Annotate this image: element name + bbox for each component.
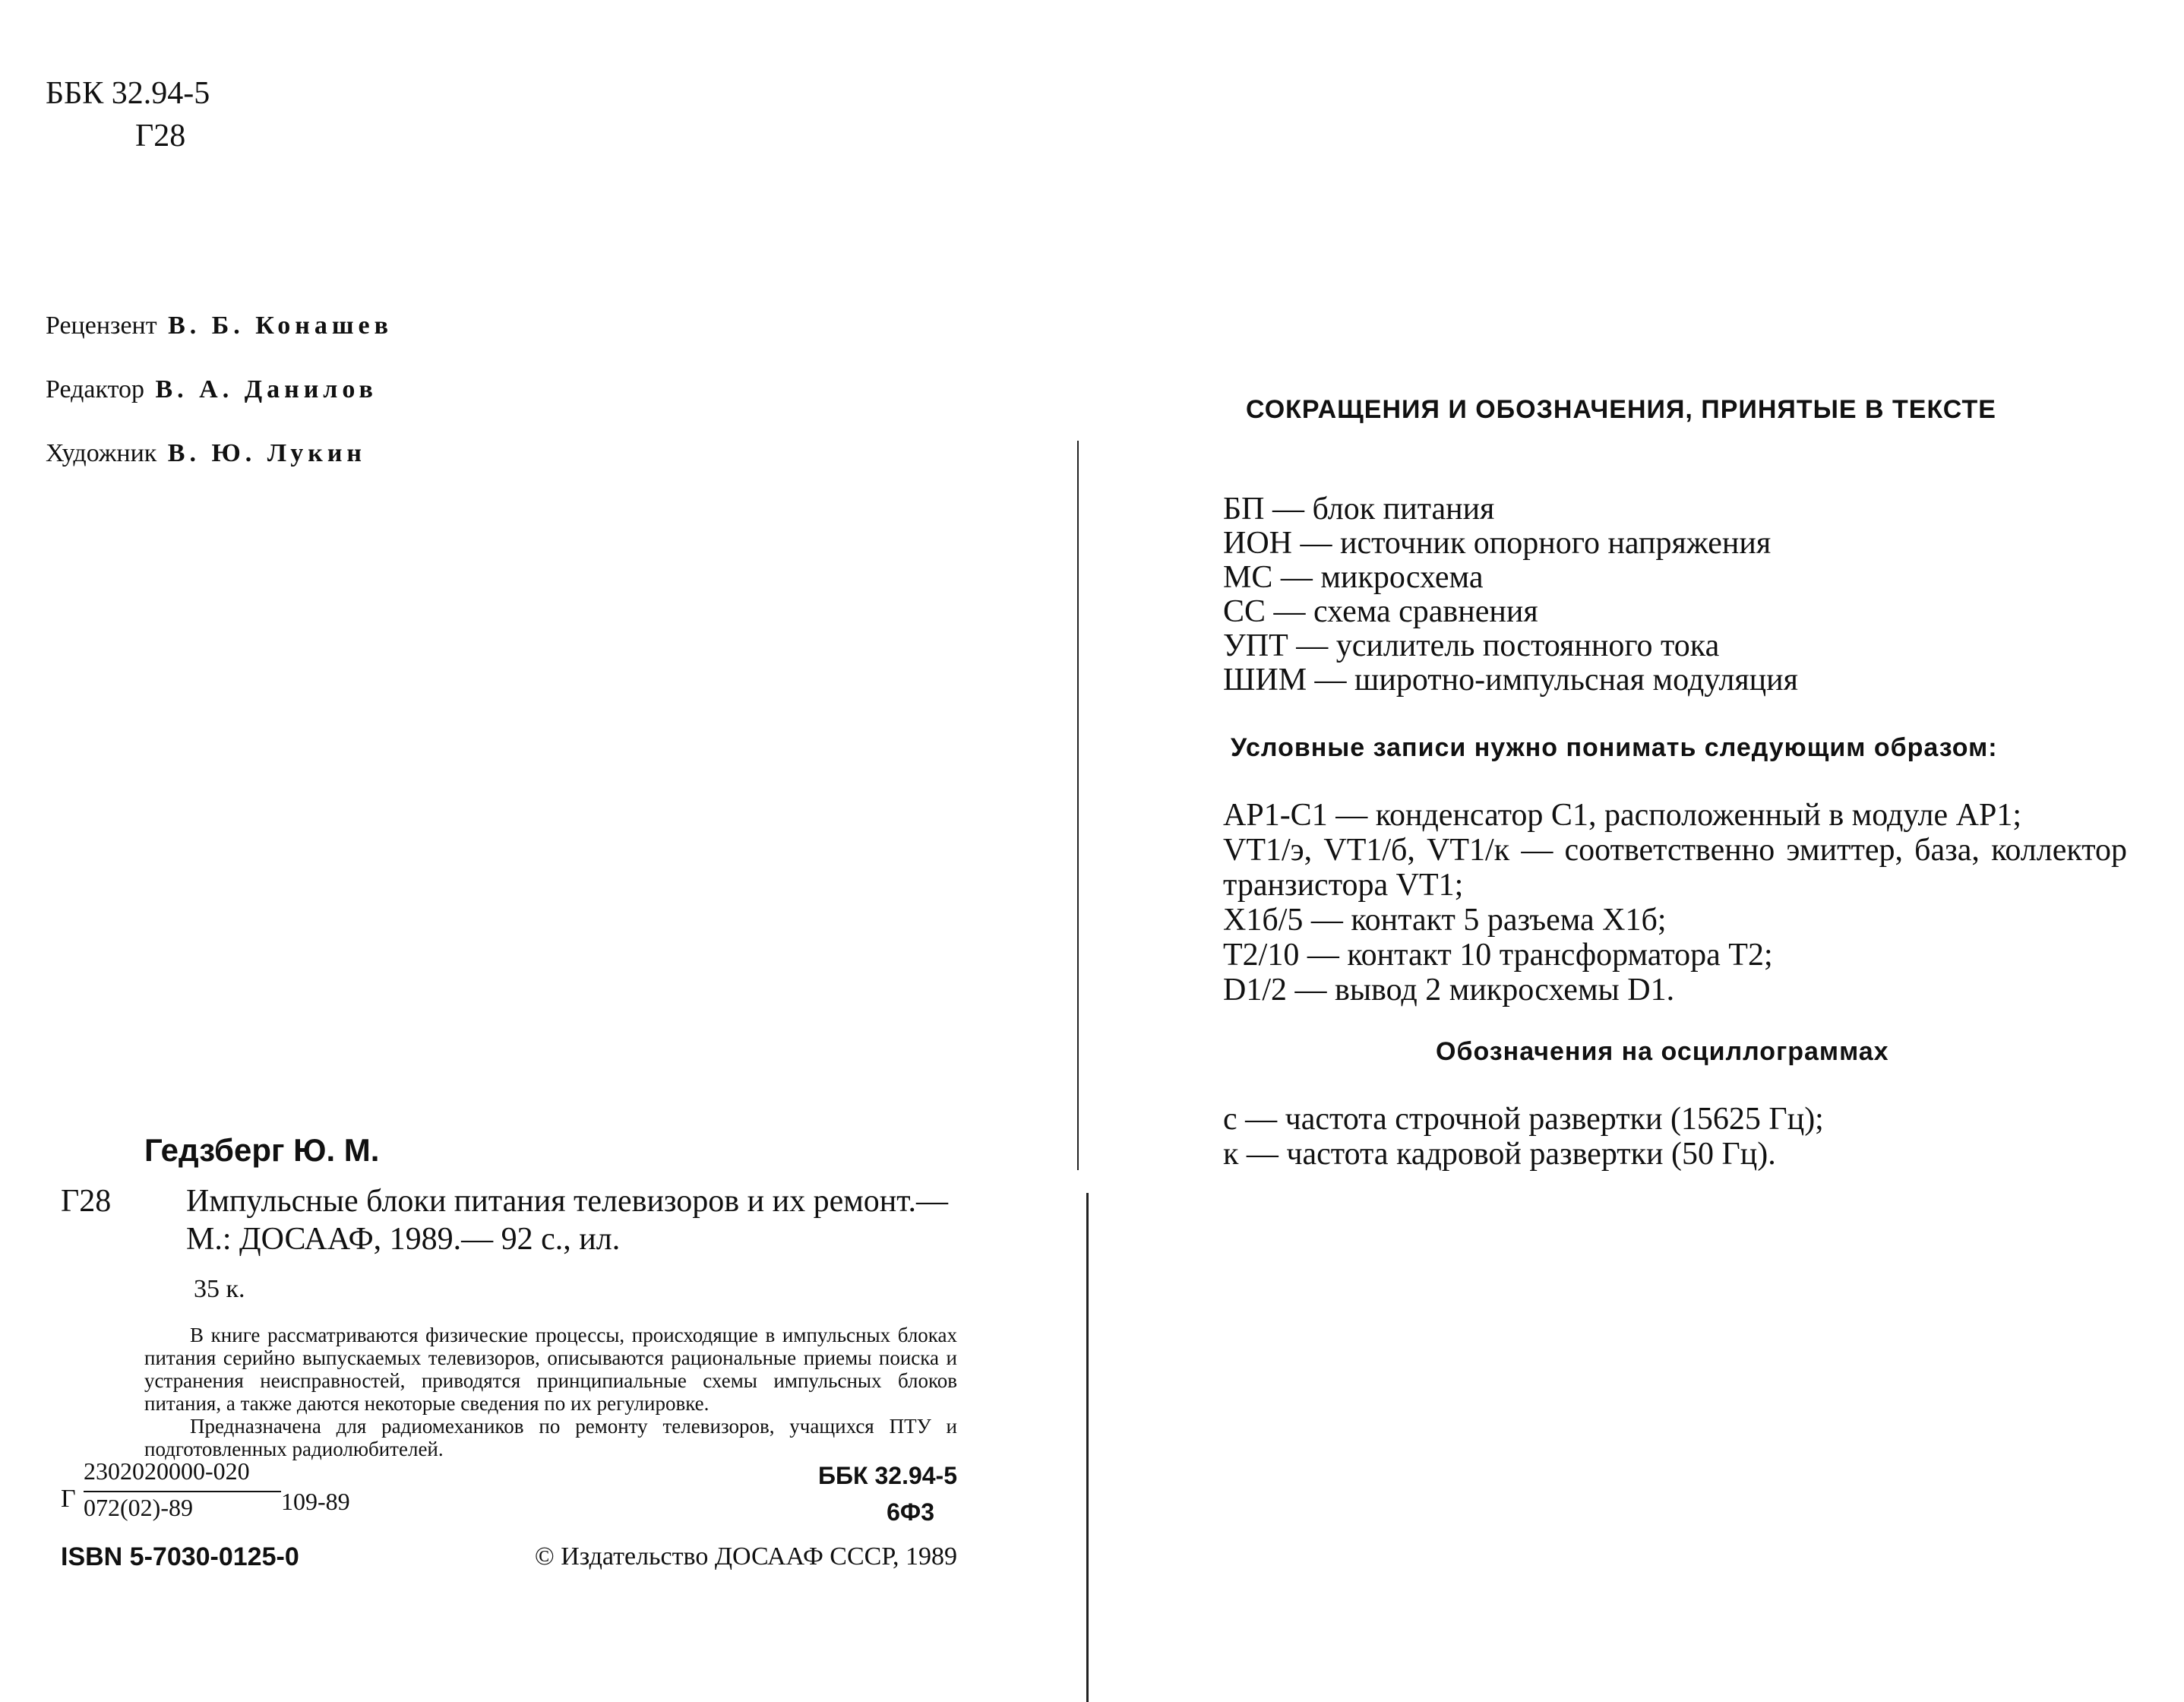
abbreviation-item: ШИМ — широтно-импульсная модуляция xyxy=(1223,663,1798,698)
credit-reviewer xyxy=(46,312,393,375)
credit-name: В. А. Данилов xyxy=(155,375,378,403)
price: 35 к. xyxy=(194,1275,245,1303)
credits xyxy=(46,312,393,503)
credit-role: Редактор xyxy=(46,375,144,403)
convention-item: Х1б/5 — контакт 5 разъема Х1б; xyxy=(1223,903,1667,938)
isbn: ISBN 5-7030-0125-0 xyxy=(61,1542,299,1571)
abbreviation-item: ИОН — источник опорного напряжения xyxy=(1223,526,1772,561)
abbreviations-list xyxy=(1223,492,1798,698)
abbreviation-item: УПТ — усилитель постоянного тока xyxy=(1223,628,1720,663)
abstract xyxy=(61,1324,957,1460)
conventions-list xyxy=(1223,798,2127,1008)
catalog-prefix: Г xyxy=(61,1485,76,1513)
convention-item: АР1-С1 — конденсатор С1, расположенный в модуле АР1; xyxy=(1223,798,2022,833)
right-page xyxy=(1079,0,2184,1702)
udc-index: 6Ф3 xyxy=(887,1498,934,1526)
credit-artist xyxy=(46,439,393,503)
abstract-paragraph: Предназначена для радиомехаников по ремонту телевизоров, учащихся ПТУ и подготовленных радиолюбителей. xyxy=(144,1415,957,1460)
bbk-code: ББК 32.94-5 xyxy=(818,1462,957,1489)
abbreviation-item: СС — схема сравнения xyxy=(1223,594,1538,629)
credit-role: Рецензент xyxy=(46,312,157,340)
book-title: Импульсные блоки питания телевизоров и их ремонт.— М.: ДОСААФ, 1989.— 92 с., ил. xyxy=(186,1184,948,1257)
bbk-code: ББК 32.94-5 xyxy=(46,76,210,111)
oscillogram-note: к — частота кадровой развертки (50 Гц). xyxy=(1223,1137,1776,1172)
abbreviation-item: БП — блок питания xyxy=(1223,492,1495,527)
left-page xyxy=(0,0,1064,1702)
bibliographic-record xyxy=(61,1132,957,1460)
fraction-bar xyxy=(84,1491,281,1492)
oscillogram-notes xyxy=(1223,1102,1824,1172)
credit-name: В. Б. Конашев xyxy=(168,312,393,340)
author-index: Г28 xyxy=(61,1184,112,1219)
credit-role: Художник xyxy=(46,439,157,467)
catalog-code-block xyxy=(61,1457,957,1556)
catalog-numerator: 2302020000-020 xyxy=(84,1457,250,1485)
copyright: © Издательство ДОСААФ СССР, 1989 xyxy=(534,1542,957,1571)
abbreviation-item: МС — микросхема xyxy=(1223,560,1484,595)
title-row xyxy=(61,1182,957,1258)
convention-item: VT1/э, VT1/б, VT1/к — соответственно эмиттер, база, коллектор транзистора VT1; xyxy=(1223,833,2127,903)
bbk-classification-top xyxy=(46,72,210,157)
bbk-classification-bottom xyxy=(818,1457,957,1530)
convention-item: D1/2 — вывод 2 микросхемы D1. xyxy=(1223,973,1675,1008)
credit-name: В. Ю. Лукин xyxy=(167,439,366,467)
oscillogram-heading: Обозначения на осциллограммах xyxy=(1436,1037,1889,1066)
abbreviations-heading: СОКРАЩЕНИЯ И ОБОЗНАЧЕНИЯ, ПРИНЯТЫЕ В ТЕКСТЕ xyxy=(1246,395,1996,424)
author-index: Г28 xyxy=(135,119,186,153)
oscillogram-note: с — частота строчной развертки (15625 Гц); xyxy=(1223,1102,1824,1137)
abstract-paragraph: В книге рассматриваются физические процессы, происходящие в импульсных блоках питания серийно выпускаемых телевизоров, описываются рациональные приемы поиска и устранения неисправностей, приводятся принципиальные схемы импульсных блоков питания, а также даются некоторые сведения по их регулировке. xyxy=(144,1324,957,1415)
catalog-tail: 109-89 xyxy=(281,1488,350,1515)
conventions-heading: Условные записи нужно понимать следующим образом: xyxy=(1231,733,1998,762)
author-name: Гедзберг Ю. М. xyxy=(144,1132,380,1168)
credit-editor xyxy=(46,375,393,439)
convention-item: Т2/10 — контакт 10 трансформатора Т2; xyxy=(1223,938,1773,973)
catalog-denominator: 072(02)-89 xyxy=(84,1494,193,1521)
